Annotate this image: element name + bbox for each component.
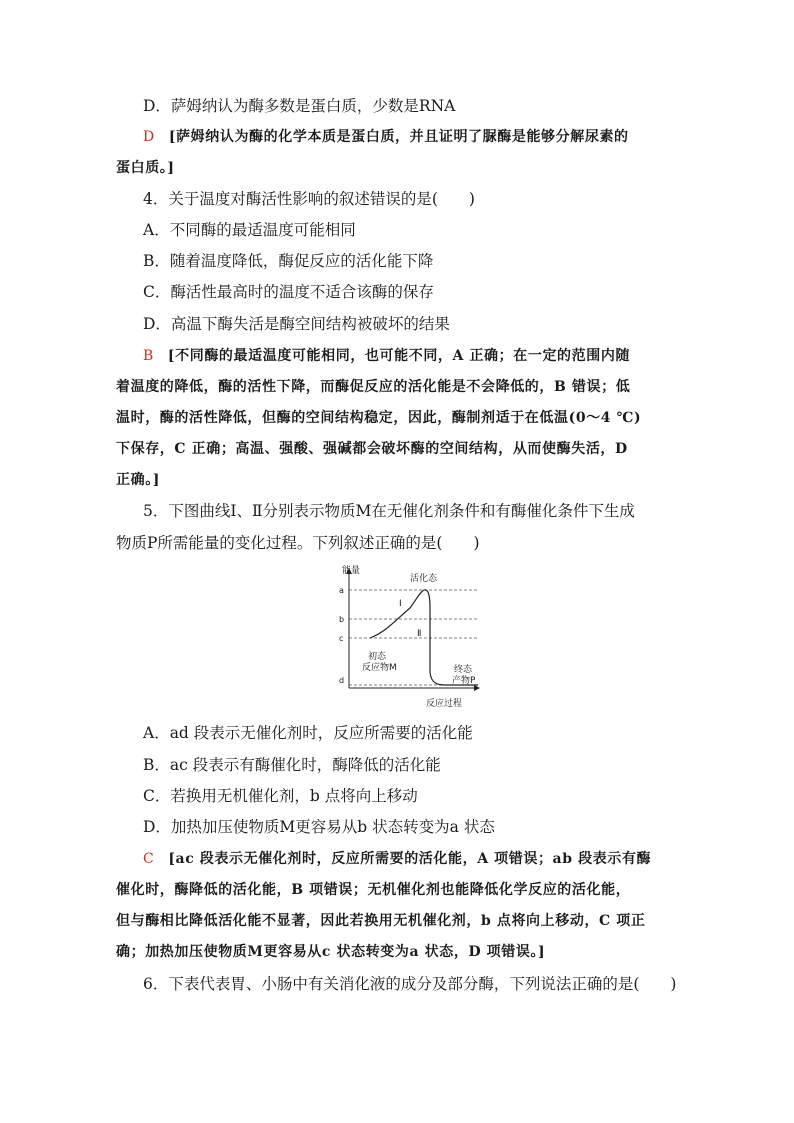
- q4-explanation-line-5: 正确。]: [116, 472, 161, 488]
- initial-state-label: 初态: [368, 652, 387, 662]
- q4-explanation-line-3: 温时，酶的活性降低，但酶的空间结构稳定，因此，酶制剂适于在低温(0～4 ℃): [116, 410, 642, 426]
- level-b-label: b: [339, 615, 345, 624]
- final-state-label: 终态: [454, 665, 473, 675]
- q4-explanation-line-1: [143, 346, 630, 366]
- q5-stem-line-1: 5．下图曲线Ⅰ、Ⅱ分别表示物质M在无催化剂条件和有酶催化条件下生成: [143, 502, 635, 520]
- q4-option-d: D．高温下酶失活是酶空间结构被破坏的结果: [143, 315, 450, 333]
- curve-2-label: Ⅱ: [417, 629, 422, 639]
- q5-explanation-line-2: 催化时，酶降低的活化能，B 项错误；无机催化剂也能降低化学反应的活化能，: [116, 882, 631, 898]
- q5-explanation-text: [ac 段表示无催化剂时，反应所需要的活化能，A 项错误；ab 段表示有酶: [168, 851, 652, 867]
- reactant-label: 反应物M: [362, 663, 397, 673]
- q3-answer-key: D: [143, 129, 155, 145]
- q5-explanation-line-3: 但与酶相比降低活化能不显著，因此若换用无机催化剂，b 点将向上移动，C 项正: [116, 913, 646, 929]
- q5-explanation-line-1: [143, 849, 651, 869]
- q5-option-b: B．ac 段表示有酶催化时，酶降低的活化能: [143, 756, 441, 774]
- q3-explanation-text: [萨姆纳认为酶的化学本质是蛋白质，并且证明了脲酶是能够分解尿素的: [168, 129, 629, 145]
- curve-1-label: Ⅰ: [399, 599, 402, 609]
- q5-stem-line-2: 物质P所需能量的变化过程。下列叙述正确的是( ): [116, 534, 480, 552]
- level-c-label: c: [339, 634, 344, 643]
- q5-explanation-line-4: 确；加热加压使物质M更容易从c 状态转变为a 状态，D 项错误。]: [116, 944, 546, 960]
- energy-diagram: [328, 560, 494, 712]
- peak-label: 活化态: [410, 574, 438, 584]
- q3-explanation-line-1: [143, 127, 629, 147]
- q5-option-a: A．ad 段表示无催化剂时，反应所需要的活化能: [143, 724, 473, 742]
- q4-option-a: A．不同酶的最适温度可能相同: [143, 221, 356, 239]
- q6-stem: 6．下表代表胃、小肠中有关消化液的成分及部分酶，下列说法正确的是( ): [143, 975, 677, 993]
- y-axis-label: 能量: [342, 566, 361, 576]
- q4-explanation-line-4: 下保存，C 正确；高温、强酸、强碱都会破坏酶的空间结构，从而使酶失活，D: [116, 441, 628, 457]
- q4-option-b: B．随着温度降低，酶促反应的活化能下降: [143, 252, 434, 270]
- level-a-label: a: [339, 586, 344, 595]
- q4-stem: 4．关于温度对酶活性影响的叙述错误的是( ): [143, 190, 475, 208]
- q5-option-d: D．加热加压使物质M更容易从b 状态转变为a 状态: [143, 818, 495, 836]
- x-axis-label: 反应过程: [426, 699, 463, 709]
- q4-explanation-text: [不同酶的最适温度可能相同，也可能不同，A 正确；在一定的范围内随: [167, 348, 631, 364]
- q4-option-c: C．酶活性最高时的温度不适合该酶的保存: [143, 283, 434, 301]
- q5-option-c: C．若换用无机催化剂，b 点将向上移动: [143, 787, 418, 805]
- q5-answer-key: C: [143, 851, 155, 867]
- q4-explanation-line-2: 着温度的降低，酶的活性下降，而酶促反应的活化能是不会降低的，B 错误；低: [116, 379, 631, 395]
- q3-option-d: D．萨姆纳认为酶多数是蛋白质，少数是RNA: [143, 97, 456, 115]
- q4-answer-key: B: [143, 348, 154, 364]
- product-label: 产物P: [452, 676, 476, 686]
- level-d-label: d: [339, 676, 345, 685]
- q3-explanation-line-2: 蛋白质。]: [116, 160, 175, 176]
